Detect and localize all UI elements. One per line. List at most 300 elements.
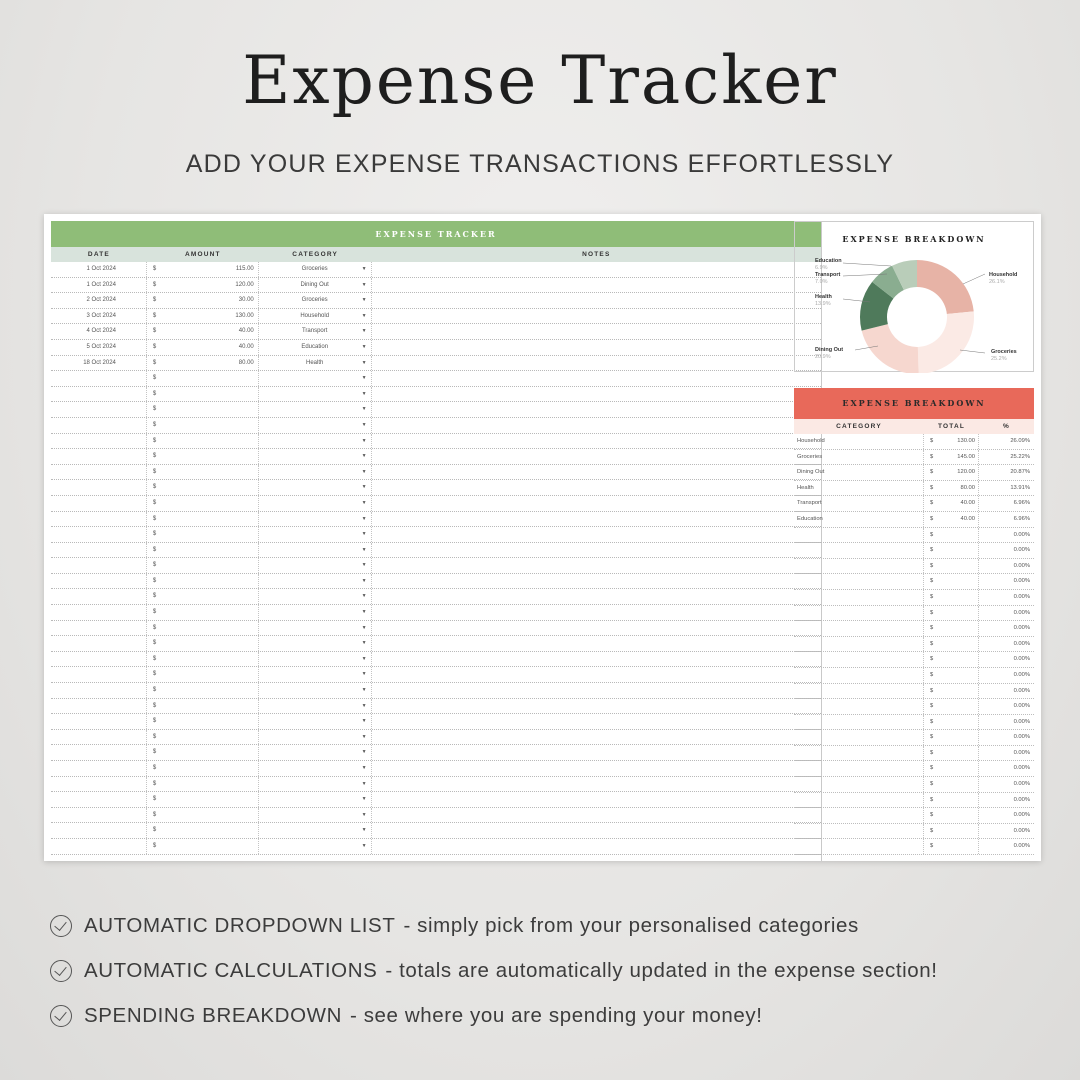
table-row [51, 543, 821, 559]
currency-symbol: $ [930, 469, 934, 476]
notes-cell[interactable] [372, 792, 821, 807]
category-dropdown[interactable] [259, 449, 372, 464]
amount-cell[interactable] [147, 745, 259, 760]
amount-cell[interactable] [147, 574, 259, 589]
notes-cell[interactable] [372, 745, 821, 760]
category-cell [794, 637, 924, 652]
table-row [51, 699, 821, 715]
date-cell[interactable] [51, 527, 147, 542]
category-dropdown[interactable] [259, 667, 372, 682]
table-row [51, 605, 821, 621]
table-row [51, 418, 821, 434]
dropdown-arrow-icon[interactable]: ▼ [361, 749, 367, 756]
notes-cell[interactable] [372, 527, 821, 542]
table-row [794, 777, 1034, 793]
currency-symbol: $ [930, 593, 934, 600]
amount-cell[interactable] [147, 434, 259, 449]
dropdown-arrow-icon[interactable]: ▼ [361, 780, 367, 787]
table-row [51, 667, 821, 683]
currency-symbol: $ [152, 546, 157, 553]
date-cell[interactable] [51, 792, 147, 807]
category-dropdown[interactable] [259, 340, 372, 355]
table-row [51, 589, 821, 605]
table-row [51, 402, 821, 418]
amount-cell[interactable] [147, 730, 259, 745]
notes-cell[interactable] [372, 777, 821, 792]
dropdown-arrow-icon[interactable]: ▼ [361, 297, 367, 304]
category-dropdown[interactable] [259, 730, 372, 745]
notes-cell[interactable] [372, 496, 821, 511]
hero-subtitle: ADD YOUR EXPENSE TRANSACTIONS EFFORTLESSLY [185, 150, 895, 178]
category-dropdown[interactable] [259, 652, 372, 667]
notes-cell[interactable] [372, 808, 821, 823]
notes-cell[interactable] [372, 589, 821, 604]
feature-text: - totals are automatically updated in the expense section! [385, 958, 938, 982]
header-category: CATEGORY [292, 251, 339, 258]
amount-cell[interactable] [147, 262, 259, 277]
amount-cell[interactable] [147, 449, 259, 464]
notes-cell[interactable] [372, 356, 821, 371]
date-cell[interactable] [51, 699, 147, 714]
feature-list [50, 903, 1050, 1038]
dropdown-arrow-icon[interactable]: ▼ [361, 640, 367, 647]
amount-cell[interactable] [147, 356, 259, 371]
dropdown-arrow-icon[interactable]: ▼ [361, 421, 367, 428]
date-cell[interactable] [51, 558, 147, 573]
currency-symbol: $ [152, 687, 157, 694]
date-cell[interactable] [51, 667, 147, 682]
feature-heading: AUTOMATIC DROPDOWN LIST [84, 913, 396, 937]
category-dropdown[interactable] [259, 823, 372, 838]
date-cell[interactable] [51, 434, 147, 449]
category-dropdown[interactable] [259, 262, 372, 277]
amount-cell[interactable] [147, 278, 259, 293]
dropdown-arrow-icon[interactable]: ▼ [361, 718, 367, 725]
currency-symbol: $ [152, 609, 157, 616]
category-dropdown[interactable] [259, 745, 372, 760]
slice-dining-out [862, 324, 919, 373]
chart-label-transport: Transport 7.0% [815, 272, 841, 285]
table-row [794, 465, 1034, 481]
category-cell [794, 715, 924, 730]
table-row [51, 574, 821, 590]
category-dropdown[interactable] [259, 434, 372, 449]
category-dropdown[interactable] [259, 605, 372, 620]
slice-groceries [918, 311, 974, 373]
amount-cell[interactable] [147, 418, 259, 433]
category-dropdown[interactable] [259, 371, 372, 386]
amount-cell[interactable] [147, 683, 259, 698]
dropdown-arrow-icon[interactable]: ▼ [361, 343, 367, 350]
amount-cell[interactable] [147, 543, 259, 558]
date-cell[interactable] [51, 371, 147, 386]
notes-cell[interactable] [372, 324, 821, 339]
table-row [51, 324, 821, 340]
percent-cell: 0.00% [1013, 812, 1030, 819]
amount-cell[interactable] [147, 402, 259, 417]
amount-cell[interactable] [147, 667, 259, 682]
expense-tracker-table [51, 221, 822, 861]
notes-cell[interactable] [372, 262, 821, 277]
dropdown-arrow-icon[interactable]: ▼ [361, 328, 367, 335]
amount-cell[interactable] [147, 309, 259, 324]
notes-cell[interactable] [372, 621, 821, 636]
table-row [51, 792, 821, 808]
category-cell: Household [794, 434, 924, 449]
amount-cell[interactable] [147, 792, 259, 807]
table-row [51, 465, 821, 481]
category-cell [794, 730, 924, 745]
date-cell[interactable] [51, 808, 147, 823]
category-dropdown[interactable] [259, 418, 372, 433]
percent-cell: 0.00% [1013, 718, 1030, 725]
table-row [51, 512, 821, 528]
date-cell[interactable]: 3 Oct 2024 [51, 309, 147, 324]
category-dropdown[interactable] [259, 496, 372, 511]
dropdown-arrow-icon[interactable]: ▼ [361, 562, 367, 569]
amount-value: 120.00 [235, 281, 254, 288]
table-row [51, 558, 821, 574]
dropdown-arrow-icon[interactable]: ▼ [361, 702, 367, 709]
date-cell[interactable]: 1 Oct 2024 [51, 278, 147, 293]
hero-title: Expense Tracker [242, 42, 838, 119]
amount-cell[interactable] [147, 699, 259, 714]
amount-cell[interactable] [147, 496, 259, 511]
table-row [794, 606, 1034, 622]
date-cell[interactable] [51, 777, 147, 792]
date-cell[interactable] [51, 839, 147, 854]
date-cell[interactable] [51, 387, 147, 402]
dropdown-arrow-icon[interactable]: ▼ [361, 437, 367, 444]
date-cell[interactable]: 1 Oct 2024 [51, 262, 147, 277]
category-dropdown[interactable] [259, 402, 372, 417]
date-cell[interactable] [51, 636, 147, 651]
dropdown-arrow-icon[interactable]: ▼ [361, 546, 367, 553]
currency-symbol: $ [930, 640, 934, 647]
notes-cell[interactable] [372, 434, 821, 449]
date-cell[interactable] [51, 402, 147, 417]
category-dropdown[interactable] [259, 589, 372, 604]
notes-cell[interactable] [372, 402, 821, 417]
dropdown-arrow-icon[interactable]: ▼ [361, 312, 367, 319]
currency-symbol: $ [152, 593, 157, 600]
category-cell [794, 543, 924, 558]
date-cell[interactable]: 4 Oct 2024 [51, 324, 147, 339]
table-row [51, 496, 821, 512]
date-cell[interactable] [51, 621, 147, 636]
currency-symbol: $ [152, 390, 157, 397]
notes-cell[interactable] [372, 371, 821, 386]
category-value: Transport [301, 328, 328, 335]
feature-heading: SPENDING BREAKDOWN [84, 1003, 342, 1027]
category-dropdown[interactable] [259, 387, 372, 402]
date-cell[interactable] [51, 730, 147, 745]
currency-symbol: $ [152, 328, 157, 335]
category-dropdown[interactable] [259, 777, 372, 792]
amount-cell[interactable] [147, 465, 259, 480]
notes-cell[interactable] [372, 699, 821, 714]
date-cell[interactable] [51, 714, 147, 729]
notes-cell[interactable] [372, 823, 821, 838]
category-dropdown[interactable] [259, 621, 372, 636]
date-cell[interactable]: 2 Oct 2024 [51, 293, 147, 308]
dropdown-arrow-icon[interactable]: ▼ [361, 593, 367, 600]
notes-cell[interactable] [372, 387, 821, 402]
notes-cell[interactable] [372, 543, 821, 558]
amount-cell[interactable] [147, 512, 259, 527]
notes-cell[interactable] [372, 574, 821, 589]
amount-cell[interactable] [147, 714, 259, 729]
dropdown-arrow-icon[interactable]: ▼ [361, 375, 367, 382]
percent-cell: 0.00% [1013, 593, 1030, 600]
leader-line [963, 274, 985, 284]
notes-cell[interactable] [372, 652, 821, 667]
feature-item [50, 903, 1050, 948]
amount-cell[interactable] [147, 605, 259, 620]
notes-cell[interactable] [372, 278, 821, 293]
notes-cell[interactable] [372, 293, 821, 308]
category-dropdown[interactable] [259, 480, 372, 495]
amount-cell[interactable] [147, 371, 259, 386]
notes-cell[interactable] [372, 558, 821, 573]
date-cell[interactable] [51, 605, 147, 620]
dropdown-arrow-icon[interactable]: ▼ [361, 842, 367, 849]
dropdown-arrow-icon[interactable]: ▼ [361, 406, 367, 413]
notes-cell[interactable] [372, 730, 821, 745]
percent-cell: 0.00% [1013, 562, 1030, 569]
dropdown-arrow-icon[interactable]: ▼ [361, 266, 367, 272]
percent-cell: 20.87% [1010, 469, 1030, 476]
category-dropdown[interactable] [259, 512, 372, 527]
amount-cell[interactable] [147, 823, 259, 838]
notes-cell[interactable] [372, 761, 821, 776]
breakdown-title: EXPENSE BREAKDOWN [794, 388, 1034, 419]
total-cell [924, 808, 979, 823]
notes-cell[interactable] [372, 480, 821, 495]
table-row [794, 434, 1034, 450]
dropdown-arrow-icon[interactable]: ▼ [361, 765, 367, 771]
dropdown-arrow-icon[interactable]: ▼ [361, 796, 367, 803]
breakdown-body [794, 434, 1034, 855]
category-dropdown[interactable] [259, 574, 372, 589]
date-cell[interactable] [51, 761, 147, 776]
dropdown-arrow-icon[interactable]: ▼ [361, 687, 367, 694]
notes-cell[interactable] [372, 418, 821, 433]
date-cell[interactable] [51, 745, 147, 760]
amount-cell[interactable] [147, 340, 259, 355]
date-cell[interactable] [51, 652, 147, 667]
amount-cell[interactable] [147, 527, 259, 542]
amount-cell[interactable] [147, 652, 259, 667]
notes-cell[interactable] [372, 340, 821, 355]
breakdown-table [794, 388, 1034, 858]
total-value: 145.00 [957, 453, 975, 460]
dropdown-arrow-icon[interactable]: ▼ [361, 827, 367, 834]
category-dropdown[interactable] [259, 683, 372, 698]
currency-symbol: $ [930, 765, 934, 772]
category-dropdown[interactable] [259, 699, 372, 714]
currency-symbol: $ [152, 499, 157, 506]
notes-cell[interactable] [372, 449, 821, 464]
dropdown-arrow-icon[interactable]: ▼ [361, 624, 367, 631]
category-cell [794, 684, 924, 699]
category-dropdown[interactable] [259, 324, 372, 339]
date-cell[interactable] [51, 512, 147, 527]
category-dropdown[interactable] [259, 278, 372, 293]
date-cell[interactable] [51, 496, 147, 511]
category-value: Household [300, 312, 330, 319]
category-dropdown[interactable] [259, 356, 372, 371]
tracker-body [51, 262, 821, 855]
date-cell[interactable] [51, 589, 147, 604]
category-dropdown[interactable] [259, 527, 372, 542]
currency-symbol: $ [930, 656, 934, 663]
dropdown-arrow-icon[interactable]: ▼ [361, 671, 367, 678]
notes-cell[interactable] [372, 714, 821, 729]
amount-cell[interactable] [147, 761, 259, 776]
table-row [794, 793, 1034, 809]
category-cell [794, 761, 924, 776]
category-dropdown[interactable] [259, 558, 372, 573]
amount-cell[interactable] [147, 589, 259, 604]
check-circle-icon [50, 915, 72, 937]
total-cell [924, 761, 979, 776]
amount-cell[interactable] [147, 480, 259, 495]
notes-cell[interactable] [372, 465, 821, 480]
category-dropdown[interactable] [259, 761, 372, 776]
currency-symbol: $ [152, 359, 157, 366]
date-cell[interactable] [51, 683, 147, 698]
category-cell: Transport [794, 496, 924, 511]
date-cell[interactable] [51, 823, 147, 838]
dropdown-arrow-icon[interactable]: ▼ [361, 515, 367, 522]
category-value: Education [301, 343, 329, 350]
date-cell[interactable] [51, 418, 147, 433]
notes-cell[interactable] [372, 667, 821, 682]
currency-symbol: $ [930, 531, 934, 538]
category-dropdown[interactable] [259, 714, 372, 729]
percent-cell: 0.00% [1013, 781, 1030, 788]
amount-cell[interactable] [147, 558, 259, 573]
notes-cell[interactable] [372, 512, 821, 527]
category-cell [794, 590, 924, 605]
notes-cell[interactable] [372, 605, 821, 620]
currency-symbol: $ [152, 531, 157, 538]
currency-symbol: $ [930, 843, 934, 850]
total-cell [924, 450, 979, 465]
feature-item [50, 993, 1050, 1038]
table-row [51, 636, 821, 652]
currency-symbol: $ [152, 312, 157, 319]
total-cell [924, 684, 979, 699]
percent-cell: 0.00% [1013, 640, 1030, 647]
amount-cell[interactable] [147, 777, 259, 792]
dropdown-arrow-icon[interactable]: ▼ [361, 531, 367, 538]
total-value: 40.00 [960, 515, 975, 522]
amount-value: 30.00 [238, 297, 254, 304]
notes-cell[interactable] [372, 839, 821, 854]
category-dropdown[interactable] [259, 465, 372, 480]
dropdown-arrow-icon[interactable]: ▼ [361, 484, 367, 491]
category-cell: Education [794, 512, 924, 527]
total-cell [924, 481, 979, 496]
total-cell [924, 652, 979, 667]
currency-symbol: $ [152, 297, 157, 304]
category-dropdown[interactable] [259, 543, 372, 558]
dropdown-arrow-icon[interactable]: ▼ [361, 390, 367, 397]
notes-cell[interactable] [372, 636, 821, 651]
amount-cell[interactable] [147, 387, 259, 402]
dropdown-arrow-icon[interactable]: ▼ [361, 359, 367, 366]
currency-symbol: $ [930, 438, 934, 444]
amount-cell[interactable] [147, 621, 259, 636]
category-dropdown[interactable] [259, 293, 372, 308]
category-value: Health [306, 359, 324, 366]
currency-symbol: $ [152, 765, 157, 771]
amount-cell[interactable] [147, 636, 259, 651]
table-row [51, 449, 821, 465]
total-cell [924, 574, 979, 589]
table-row [51, 356, 821, 372]
tracker-title: EXPENSE TRACKER [51, 221, 821, 247]
percent-cell: 0.00% [1013, 734, 1030, 741]
amount-cell[interactable] [147, 324, 259, 339]
notes-cell[interactable] [372, 309, 821, 324]
table-row [51, 652, 821, 668]
date-cell[interactable] [51, 449, 147, 464]
category-cell [794, 574, 924, 589]
dropdown-arrow-icon[interactable]: ▼ [361, 577, 367, 584]
category-dropdown[interactable] [259, 792, 372, 807]
category-value: Groceries [301, 297, 328, 304]
dropdown-arrow-icon[interactable]: ▼ [361, 655, 367, 662]
currency-symbol: $ [152, 375, 157, 382]
currency-symbol: $ [930, 671, 934, 678]
notes-cell[interactable] [372, 683, 821, 698]
category-dropdown[interactable] [259, 808, 372, 823]
total-cell [924, 699, 979, 714]
date-cell[interactable] [51, 574, 147, 589]
dropdown-arrow-icon[interactable]: ▼ [361, 453, 367, 460]
total-cell [924, 621, 979, 636]
category-dropdown[interactable] [259, 839, 372, 854]
amount-cell[interactable] [147, 839, 259, 854]
dropdown-arrow-icon[interactable]: ▼ [361, 733, 367, 740]
date-cell[interactable]: 18 Oct 2024 [51, 356, 147, 371]
percent-cell: 25.22% [1010, 453, 1030, 460]
date-cell[interactable] [51, 480, 147, 495]
currency-symbol: $ [930, 812, 934, 819]
percent-cell: 0.00% [1013, 578, 1030, 585]
amount-value: 40.00 [238, 343, 254, 350]
dropdown-arrow-icon[interactable]: ▼ [361, 281, 367, 288]
category-cell [794, 839, 924, 854]
dropdown-arrow-icon[interactable]: ▼ [361, 811, 367, 818]
currency-symbol: $ [152, 811, 157, 818]
category-dropdown[interactable] [259, 309, 372, 324]
table-row [51, 340, 821, 356]
amount-cell[interactable] [147, 808, 259, 823]
category-dropdown[interactable] [259, 636, 372, 651]
date-cell[interactable]: 5 Oct 2024 [51, 340, 147, 355]
category-cell [794, 621, 924, 636]
dropdown-arrow-icon[interactable]: ▼ [361, 468, 367, 475]
amount-cell[interactable] [147, 293, 259, 308]
date-cell[interactable] [51, 465, 147, 480]
dropdown-arrow-icon[interactable]: ▼ [361, 499, 367, 506]
dropdown-arrow-icon[interactable]: ▼ [361, 609, 367, 616]
date-cell[interactable] [51, 543, 147, 558]
